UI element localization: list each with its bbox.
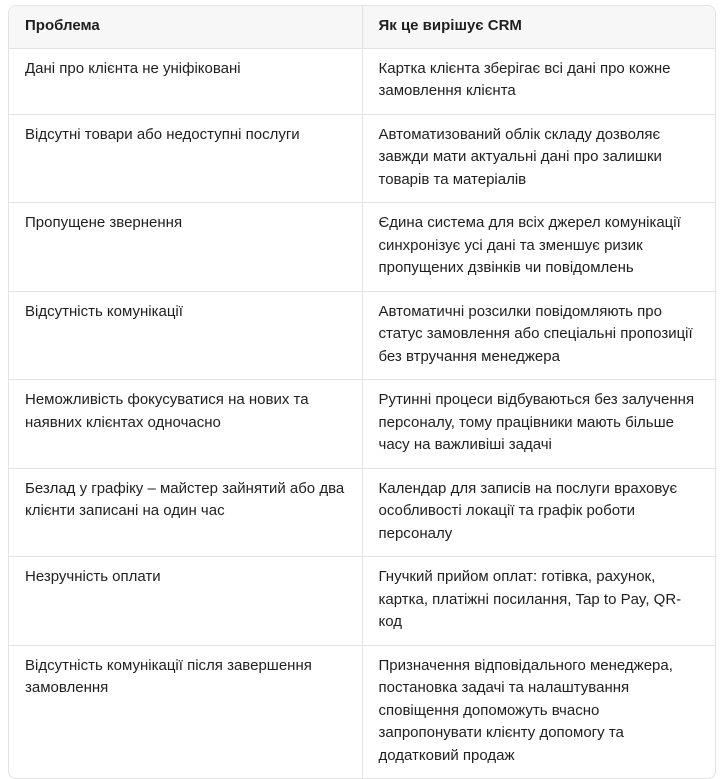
table-row bbox=[9, 203, 715, 292]
solution-cell: Календар для записів на послуги враховує особливості локації та графік роботи персоналу bbox=[362, 468, 715, 557]
problem-cell: Пропущене звернення bbox=[9, 203, 362, 292]
problem-cell: Відсутні товари або недоступні послуги bbox=[9, 114, 362, 203]
table-header-row bbox=[9, 6, 715, 48]
table-row bbox=[9, 557, 715, 646]
solution-cell: Рутинні процеси відбуваються без залучення персоналу, тому працівники мають більше часу на важливіші задачі bbox=[362, 380, 715, 469]
solution-cell: Автоматизований облік складу дозволяє завжди мати актуальні дані про залишки товарів та матеріалів bbox=[362, 114, 715, 203]
solution-cell: Єдина система для всіх джерел комунікації синхронізує усі дані та зменшує ризик пропущених дзвінків чи повідомлень bbox=[362, 203, 715, 292]
solution-cell: Гнучкий прийом оплат: готівка, рахунок, картка, платіжні посилання, Tap to Pay, QR-код bbox=[362, 557, 715, 646]
problem-cell: Дані про клієнта не уніфіковані bbox=[9, 48, 362, 114]
table-row bbox=[9, 468, 715, 557]
column-header-problem: Проблема bbox=[9, 6, 362, 48]
problem-cell: Безлад у графіку – майстер зайнятий або два клієнти записані на один час bbox=[9, 468, 362, 557]
problem-cell: Відсутність комунікації після завершення замовлення bbox=[25, 656, 312, 696]
table-row bbox=[9, 114, 715, 203]
problem-cell: Відсутність комунікації bbox=[9, 291, 362, 380]
table-row bbox=[9, 645, 715, 778]
problem-cell: Неможливість фокусуватися на нових та наявних клієнтах одночасно bbox=[9, 380, 362, 469]
solution-cell: Призначення відповідального менеджера, постановка задачі та налаштування сповіщення допоможуть вчасно запропонувати клієнту допомогу та додатковий продаж bbox=[362, 645, 715, 778]
solution-cell: Картка клієнта зберігає всі дані про кожне замовлення клієнта bbox=[362, 48, 715, 114]
problem-solution-table bbox=[9, 6, 715, 778]
table-row bbox=[9, 48, 715, 114]
problem-cell: Незручність оплати bbox=[9, 557, 362, 646]
comparison-table-container bbox=[8, 5, 716, 779]
table-row bbox=[9, 291, 715, 380]
solution-cell: Автоматичні розсилки повідомляють про статус замовлення або спеціальні пропозиції без втручання менеджера bbox=[362, 291, 715, 380]
table-row bbox=[9, 380, 715, 469]
column-header-solution: Як це вирішує CRM bbox=[362, 6, 715, 48]
